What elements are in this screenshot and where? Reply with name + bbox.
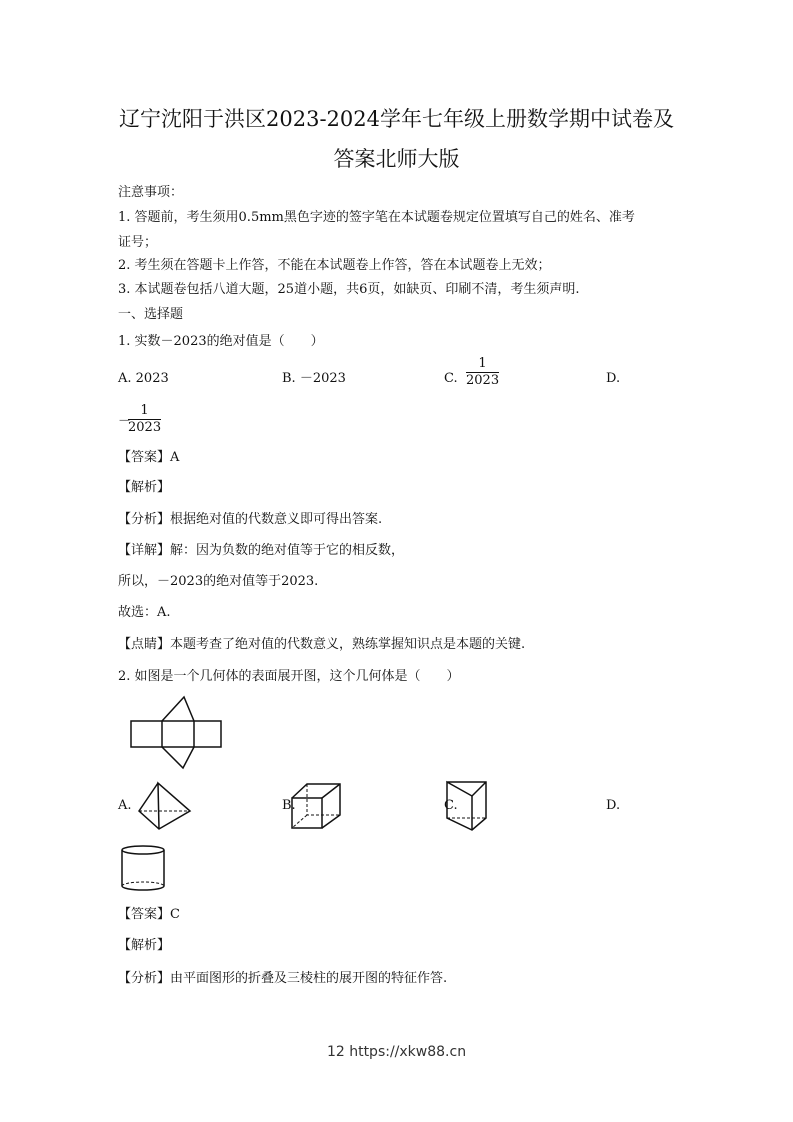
- notice-item-1-cont: 证号；: [118, 235, 158, 250]
- denominator: 2023: [466, 373, 500, 388]
- page-footer: 12 https://xkw88.cn: [326, 1044, 467, 1060]
- q1-analysis: 【解析】: [118, 480, 171, 495]
- q1-dianjing: 【点睛】本题考查了绝对值的代数意义，熟练掌握知识点是本题的关键.: [118, 637, 526, 652]
- notice-item-3: 3. 本试题卷包括八道大题，25道小题，共6页，如缺页、印刷不清，考生须声明.: [118, 282, 580, 297]
- q1-option-d-label: D.: [606, 371, 621, 386]
- q1-option-c-label: C.: [444, 371, 458, 386]
- numerator: 1: [466, 356, 499, 373]
- notice-heading: 注意事项：: [118, 185, 184, 200]
- section-heading: 一、选择题: [118, 307, 184, 322]
- q1-xiangjie: 【详解】解：因为负数的绝对值等于它的相反数，: [118, 543, 405, 558]
- q1-fenxi: 【分析】根据绝对值的代数意义即可得出答案.: [118, 512, 383, 527]
- q2-option-b: B.: [282, 798, 296, 813]
- q2-fenxi: 【分析】由平面图形的折叠及三棱柱的展开图的特征作答.: [118, 971, 448, 986]
- q1-option-d-sign: －: [118, 414, 132, 429]
- notice-item-1: 1. 答题前，考生须用0.5mm黑色字迹的签字笔在本试题卷规定位置填写自己的姓名、准考: [118, 210, 635, 225]
- q2-option-a: A.: [118, 798, 132, 813]
- numerator: 1: [128, 403, 161, 420]
- q1-option-a: A. 2023: [118, 371, 169, 386]
- q2-option-d: D.: [606, 798, 621, 813]
- q2-option-c: C.: [444, 798, 458, 813]
- title-line-1: 辽宁沈阳于洪区2023-2024学年七年级上册数学期中试卷及: [119, 107, 674, 131]
- q1-stem: 1. 实数－2023的绝对值是（ ）: [118, 334, 324, 349]
- q2-analysis: 【解析】: [118, 938, 171, 953]
- denominator: 2023: [128, 420, 162, 435]
- q1-suoyi: 所以，－2023的绝对值等于2023.: [118, 574, 319, 589]
- q1-option-b: B. －2023: [282, 371, 346, 386]
- title-line-2: 答案北师大版: [333, 147, 460, 171]
- q2-stem: 2. 如图是一个几何体的表面展开图，这个几何体是（ ）: [118, 669, 460, 684]
- notice-item-2: 2. 考生须在答题卡上作答，不能在本试题卷上作答，答在本试题卷上无效；: [118, 258, 551, 273]
- q1-guxuan: 故选：A.: [118, 605, 171, 620]
- q1-answer: 【答案】A: [118, 450, 180, 465]
- q2-answer: 【答案】C: [118, 907, 180, 922]
